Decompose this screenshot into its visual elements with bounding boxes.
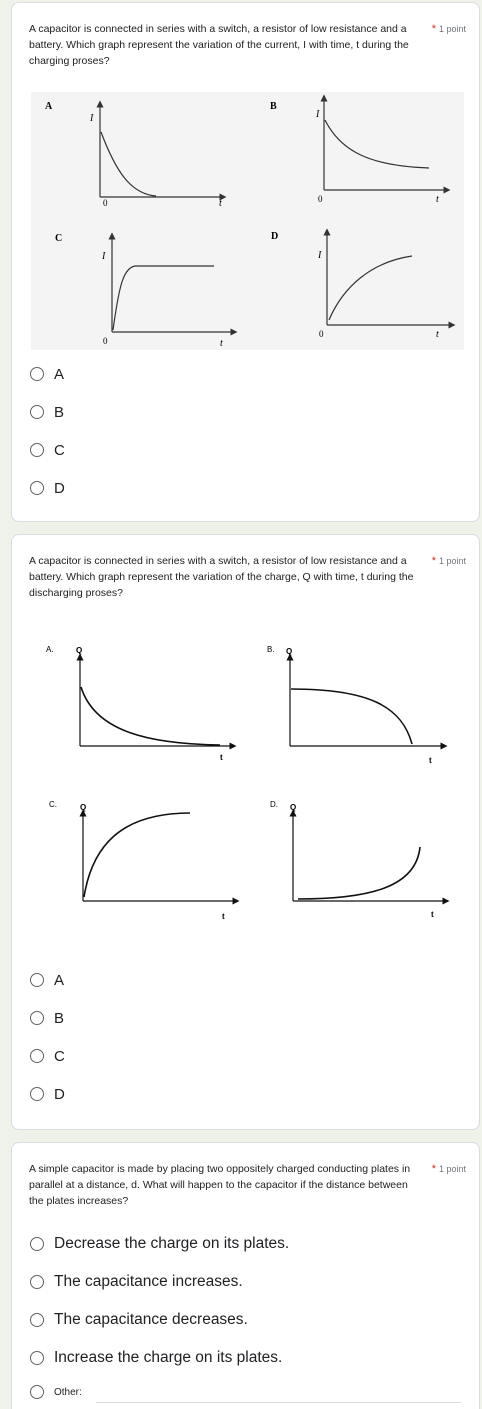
- charge-graphs: [40, 637, 450, 957]
- option-increase-charge[interactable]: [30, 1346, 282, 1370]
- graph-b-origin: 0: [318, 194, 323, 204]
- question-card-2: [11, 534, 480, 1130]
- option-label: Increase the charge on its plates.: [54, 1349, 283, 1366]
- option-label: B: [54, 1009, 65, 1027]
- graph-c-x-label: t: [222, 912, 225, 921]
- graph-c-curve: [113, 266, 214, 330]
- graph-d-x-label: t: [431, 910, 434, 919]
- graph-d-curve: [298, 847, 420, 899]
- option-label: Decrease the charge on its plates.: [54, 1235, 290, 1252]
- graph-a-y-label: Q: [76, 646, 83, 655]
- option-label: B: [54, 403, 65, 421]
- radio-icon[interactable]: [30, 405, 44, 419]
- option-a[interactable]: [30, 362, 64, 386]
- option-c[interactable]: [30, 1044, 65, 1068]
- graph-d-curve: [329, 256, 412, 320]
- graph-b-curve: [291, 689, 412, 744]
- graph-a-y-label: I: [90, 113, 94, 124]
- graph-a-label: A: [45, 101, 53, 112]
- required-asterisk: *: [431, 23, 436, 35]
- graph-b-curve: [325, 120, 429, 168]
- option-d[interactable]: [30, 476, 65, 500]
- graph-d-label: D.: [270, 800, 278, 809]
- graph-a-origin: 0: [103, 198, 108, 208]
- graph-a-label: A.: [46, 645, 54, 654]
- radio-icon[interactable]: [30, 481, 44, 495]
- option-capacitance-decreases[interactable]: [30, 1308, 248, 1332]
- option-label: D: [54, 479, 65, 497]
- question-header: [29, 21, 466, 69]
- option-d[interactable]: [30, 1082, 65, 1106]
- question-image: [40, 637, 450, 957]
- radio-icon[interactable]: [30, 1351, 44, 1365]
- question-card-3: [11, 1142, 480, 1409]
- graph-c-label: C.: [49, 800, 57, 809]
- graph-a-curve: [101, 132, 156, 196]
- graph-d-y-label: I: [318, 250, 322, 261]
- required-asterisk: *: [431, 1163, 436, 1175]
- points-label: 1 point: [438, 24, 466, 34]
- option-label: A: [54, 365, 65, 383]
- question-card-1: [11, 2, 480, 522]
- radio-icon[interactable]: [30, 1313, 44, 1327]
- question-header: [29, 553, 466, 601]
- radio-icon[interactable]: [30, 973, 44, 987]
- graph-a-x-label: t: [219, 198, 222, 209]
- graph-c-y-label: Q: [80, 803, 87, 812]
- question-text: A simple capacitor is made by placing two oppositely charged conducting plates in parallel at a distance, d. What will happen to the capacitor if the distance between the plates increases?: [29, 1163, 411, 1207]
- graph-d-y-label: Q: [290, 803, 297, 812]
- points-indicator: [432, 21, 466, 37]
- graph-b-label: B: [270, 101, 277, 112]
- option-label: The capacitance increases.: [54, 1273, 243, 1290]
- graph-c-x-label: t: [220, 338, 223, 349]
- radio-icon[interactable]: [30, 1087, 44, 1101]
- other-label: Other:: [54, 1386, 82, 1398]
- graph-a-x-label: t: [220, 753, 223, 762]
- radio-icon[interactable]: [30, 1237, 44, 1251]
- radio-icon[interactable]: [30, 1049, 44, 1063]
- graph-d-origin: 0: [319, 329, 324, 339]
- option-decrease-charge[interactable]: [30, 1232, 289, 1256]
- option-capacitance-increases[interactable]: [30, 1270, 243, 1294]
- graph-c-origin: 0: [103, 336, 108, 346]
- option-b[interactable]: [30, 1006, 64, 1030]
- graph-c-y-label: I: [102, 251, 106, 262]
- graph-c-label: C: [55, 233, 63, 244]
- graph-a-curve: [81, 687, 220, 745]
- option-label: C: [54, 1047, 65, 1065]
- option-c[interactable]: [30, 438, 65, 462]
- current-graphs: [31, 92, 464, 350]
- question-text: A capacitor is connected in series with a switch, a resistor of low resistance and a battery. Which graph represent the variation of the current, I with time, t during the charging proses?: [29, 23, 409, 67]
- points-indicator: [432, 553, 466, 569]
- graph-b-x-label: t: [436, 194, 439, 205]
- radio-icon[interactable]: [30, 367, 44, 381]
- question-text: A capacitor is connected in series with a switch, a resistor of low resistance and a battery. Which graph represent the variation of the charge, Q with time, t during the discharging proses?: [29, 555, 414, 599]
- required-asterisk: *: [431, 555, 436, 567]
- graph-b-y-label: I: [316, 109, 320, 120]
- option-label: The capacitance decreases.: [54, 1311, 248, 1328]
- option-label: D: [54, 1085, 65, 1103]
- graph-b-y-label: Q: [286, 647, 293, 656]
- option-label: A: [54, 971, 65, 989]
- radio-icon[interactable]: [30, 1275, 44, 1289]
- other-text-input[interactable]: [96, 1389, 461, 1403]
- option-a[interactable]: [30, 968, 64, 992]
- points-label: 1 point: [438, 556, 466, 566]
- question-header: [29, 1161, 466, 1209]
- graph-c-curve: [84, 813, 190, 897]
- radio-icon[interactable]: [30, 1385, 44, 1399]
- points-label: 1 point: [438, 1164, 466, 1174]
- graph-d-x-label: t: [436, 329, 439, 340]
- radio-icon[interactable]: [30, 1011, 44, 1025]
- option-label: C: [54, 441, 65, 459]
- graph-d-label: D: [271, 231, 279, 242]
- option-b[interactable]: [30, 400, 64, 424]
- graph-b-x-label: t: [429, 756, 432, 765]
- question-image: [31, 92, 464, 350]
- points-indicator: [432, 1161, 466, 1177]
- radio-icon[interactable]: [30, 443, 44, 457]
- graph-b-label: B.: [267, 645, 275, 654]
